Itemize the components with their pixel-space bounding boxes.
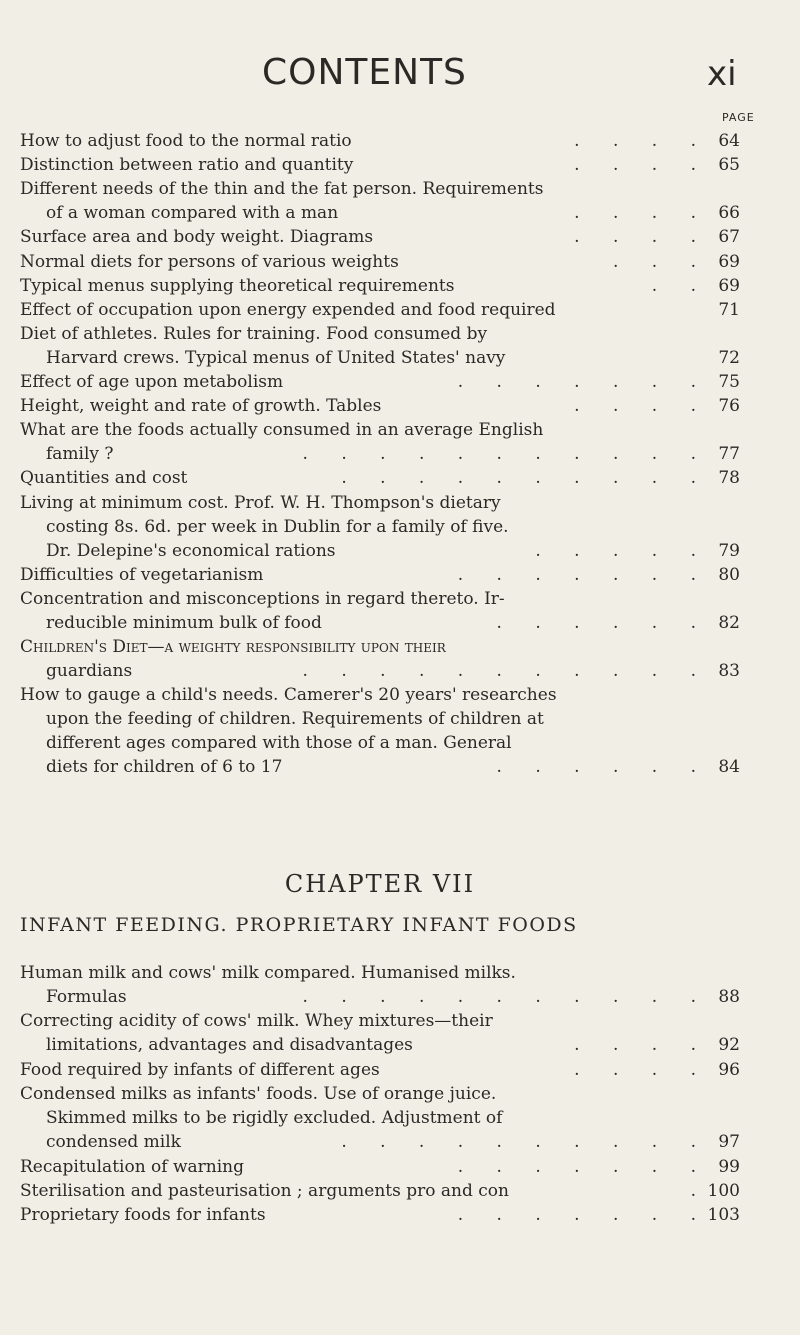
toc-entry-text: Different needs of the thin and the fat person. Requirements: [20, 179, 544, 200]
toc-entry-text: costing 8s. 6d. per week in Dublin for a family of five.: [46, 516, 509, 537]
toc-entry-text: Normal diets for persons of various weights: [20, 251, 399, 272]
toc-entry: [20, 250, 740, 274]
toc-entry: [20, 177, 740, 225]
toc-entry: [20, 370, 740, 394]
toc-entry: [20, 587, 740, 635]
toc-entry-text: guardians: [46, 661, 133, 682]
leader-dots: . . . . . .: [496, 612, 710, 633]
toc-entry-text: Condensed milks as infants' foods. Use of orange juice.: [20, 1084, 497, 1104]
leader-dots: . . . . . . . . . . .: [302, 987, 710, 1007]
toc-entry-line: [20, 1203, 740, 1227]
toc-entry-line: [20, 611, 740, 635]
toc-entry-line: [20, 961, 740, 985]
toc-entry-text: Formulas: [46, 987, 127, 1007]
toc-page-number: 78: [718, 468, 740, 489]
toc-entry: [20, 635, 740, 683]
toc-page-number: 77: [718, 444, 740, 465]
leader-dots: . . . . . . . . . .: [341, 468, 710, 489]
toc-entry-text: How to gauge a child's needs. Camerer's 20 years' researches: [20, 685, 557, 706]
toc-page-number: 69: [718, 251, 740, 272]
toc-entry-text: limitations, advantages and disadvantages: [46, 1035, 413, 1056]
leader-dots: . . . .: [574, 396, 710, 417]
toc-entry-text: upon the feeding of children. Requirements of children at: [46, 709, 544, 730]
toc-entry-line: [20, 153, 740, 177]
toc-entry-text: Effect of age upon metabolism: [20, 372, 284, 392]
toc-page-number: 80: [718, 564, 740, 585]
toc-page-number: 66: [718, 203, 740, 224]
leader-dots: . . . . . . . . . . .: [302, 444, 710, 465]
toc-entry-text: Diet of athletes. Rules for training. Food consumed by: [20, 323, 488, 344]
toc-page-number: 88: [718, 987, 740, 1007]
toc-page-number: 75: [718, 372, 740, 392]
chapter-subtitle: INFANT FEEDING. PROPRIETARY INFANT FOODS: [20, 914, 578, 936]
toc-entry-text: Concentration and misconceptions in regard thereto. Ir-: [20, 588, 505, 609]
toc-entry-text: of a woman compared with a man: [46, 203, 339, 224]
toc-entry-text: Distinction between ratio and quantity: [20, 155, 354, 176]
toc-page-number: 64: [718, 131, 740, 151]
toc-entry: [20, 683, 740, 779]
leader-dots: . . . . . . . . . . .: [302, 661, 710, 682]
toc-entry-text: Typical menus supplying theoretical requirements: [20, 275, 455, 296]
leader-dots: . . . .: [574, 203, 710, 224]
toc-entry-text: How to adjust food to the normal ratio: [20, 131, 352, 151]
toc-page-number: 72: [718, 347, 740, 368]
toc-page-number: 96: [718, 1059, 740, 1080]
leader-dots: . . . .: [574, 131, 710, 151]
toc-page-number: 103: [707, 1205, 740, 1225]
toc-page-number: 100: [707, 1180, 740, 1201]
toc-entry: [20, 129, 740, 153]
toc-entry-line: [20, 1033, 740, 1057]
toc-entry-text: Human milk and cows' milk compared. Humanised milks.: [20, 963, 516, 983]
toc-entry-text: Harvard crews. Typical menus of United States' navy: [46, 347, 506, 368]
toc-page-number: 69: [718, 275, 740, 296]
toc-entry-line: [20, 635, 740, 659]
page-column-label: PAGE: [722, 111, 755, 124]
toc-page-number: 82: [718, 612, 740, 633]
toc-entry-text: Living at minimum cost. Prof. W. H. Thompson's dietary: [20, 492, 501, 513]
toc-page-number: 97: [718, 1132, 740, 1152]
toc-entry-text: Food required by infants of different ages: [20, 1059, 380, 1080]
toc-page-number: 71: [718, 299, 740, 320]
leader-dots: . . . . . . .: [457, 564, 710, 585]
leader-dots: . . .: [612, 251, 710, 272]
leader-dots: . . . . . . . . . .: [341, 1132, 710, 1152]
toc-entry-text: family ?: [46, 444, 114, 465]
toc-page-number: 92: [718, 1035, 740, 1056]
toc-entry-line: [20, 539, 740, 563]
toc-entry-line: [20, 346, 740, 370]
toc-entry-line: [20, 1009, 740, 1033]
toc-entry-text: Recapitulation of warning: [20, 1156, 245, 1177]
leader-dots: . . . . . . .: [457, 1156, 710, 1177]
toc-entry-line: [20, 322, 740, 346]
toc-entry: [20, 491, 740, 563]
toc-entry-line: [20, 731, 740, 755]
leader-dots: . . . .: [574, 155, 710, 176]
toc-page-number: 65: [718, 155, 740, 176]
toc-entry: [20, 394, 740, 418]
toc-page-number: 83: [718, 661, 740, 682]
toc-entry-line: [20, 298, 740, 322]
toc-entry-text: Effect of occupation upon energy expended and food required: [20, 299, 556, 320]
toc-entry-text: Height, weight and rate of growth. Tables: [20, 396, 382, 417]
toc-page-number: 99: [718, 1156, 740, 1177]
toc-page-number: 84: [718, 757, 740, 778]
leader-dots: . . . . . . .: [457, 1205, 710, 1225]
toc-entry-line: [20, 491, 740, 515]
toc-entry-line: [20, 1106, 740, 1130]
toc-entry-line: [20, 1130, 740, 1154]
toc-entry: [20, 298, 740, 322]
toc-entry-text: Quantities and cost: [20, 468, 188, 489]
toc-entry: [20, 225, 740, 249]
leader-dots: . . . . . .: [496, 757, 710, 778]
toc-entry: [20, 1155, 740, 1179]
toc-entry: [20, 1058, 740, 1082]
chapter-title: CHAPTER VII: [284, 870, 476, 898]
toc-entry-line: [20, 225, 740, 249]
toc-entry-line: [20, 755, 740, 779]
leader-dots: . . . .: [574, 227, 710, 248]
toc-entry-line: [20, 683, 740, 707]
toc-entry-line: [20, 659, 740, 683]
toc-entry-line: [20, 250, 740, 274]
toc-entry-text: Dr. Delepine's economical rations: [46, 540, 336, 561]
toc-page-number: 76: [718, 396, 740, 417]
toc-entry: [20, 322, 740, 370]
toc-entry-line: [20, 563, 740, 587]
toc-entry-line: [20, 201, 740, 225]
toc-entry-line: [20, 707, 740, 731]
toc-entry-line: [20, 466, 740, 490]
toc-entry-text: condensed milk: [46, 1132, 181, 1152]
toc-entry: [20, 1009, 740, 1057]
toc-entry: [20, 274, 740, 298]
toc-entry-line: [20, 442, 740, 466]
toc-entry-line: [20, 418, 740, 442]
toc-entry-text: diets for children of 6 to 17: [46, 757, 283, 778]
page-number: xi: [707, 54, 737, 94]
toc-entry-line: [20, 985, 740, 1009]
toc-entry-text: What are the foods actually consumed in an average English: [20, 420, 544, 441]
toc-entry-text: reducible minimum bulk of food: [46, 612, 322, 633]
toc-entry-text: Sterilisation and pasteurisation ; arguments pro and con: [20, 1180, 509, 1201]
toc-entry: [20, 153, 740, 177]
leader-dots: . . . . . . .: [457, 372, 710, 392]
toc-entry-line: [20, 1058, 740, 1082]
toc-entry-text: Correcting acidity of cows' milk. Whey mixtures—their: [20, 1011, 493, 1032]
leader-dots: . . . . .: [535, 540, 710, 561]
toc-entry-text: different ages compared with those of a man. General: [46, 733, 512, 754]
toc-page-number: 79: [718, 540, 740, 561]
toc-entry-line: [20, 370, 740, 394]
toc-entry-line: [20, 1155, 740, 1179]
toc-entry-line: [20, 587, 740, 611]
leader-dots: . . . .: [574, 1035, 710, 1056]
running-title: CONTENTS: [262, 52, 467, 93]
leader-dots: . .: [651, 275, 710, 296]
toc-entry-line: [20, 1179, 740, 1203]
toc-entry-line: [20, 515, 740, 539]
toc-entry-line: [20, 1082, 740, 1106]
toc-entry: [20, 466, 740, 490]
toc-entry-text: Difficulties of vegetarianism: [20, 564, 264, 585]
toc-page-number: 67: [718, 227, 740, 248]
leader-dots: .: [690, 1180, 710, 1201]
toc-entry-text: Surface area and body weight. Diagrams: [20, 227, 374, 248]
toc-entry: [20, 418, 740, 466]
toc-entry-text: Children's Diet—a weighty responsibility upon their: [20, 637, 446, 658]
toc-entry: [20, 1179, 740, 1203]
toc-entry-text: Skimmed milks to be rigidly excluded. Adjustment of: [46, 1108, 503, 1128]
toc-entry: [20, 1203, 740, 1227]
toc-entry-line: [20, 274, 740, 298]
leader-dots: . . . .: [574, 1059, 710, 1080]
toc-entry: [20, 563, 740, 587]
toc-entry: [20, 1082, 740, 1154]
toc-entry-line: [20, 129, 740, 153]
toc-entry-line: [20, 394, 740, 418]
toc-entry: [20, 961, 740, 1009]
toc-entry-line: [20, 177, 740, 201]
toc-entry-text: Proprietary foods for infants: [20, 1205, 266, 1225]
